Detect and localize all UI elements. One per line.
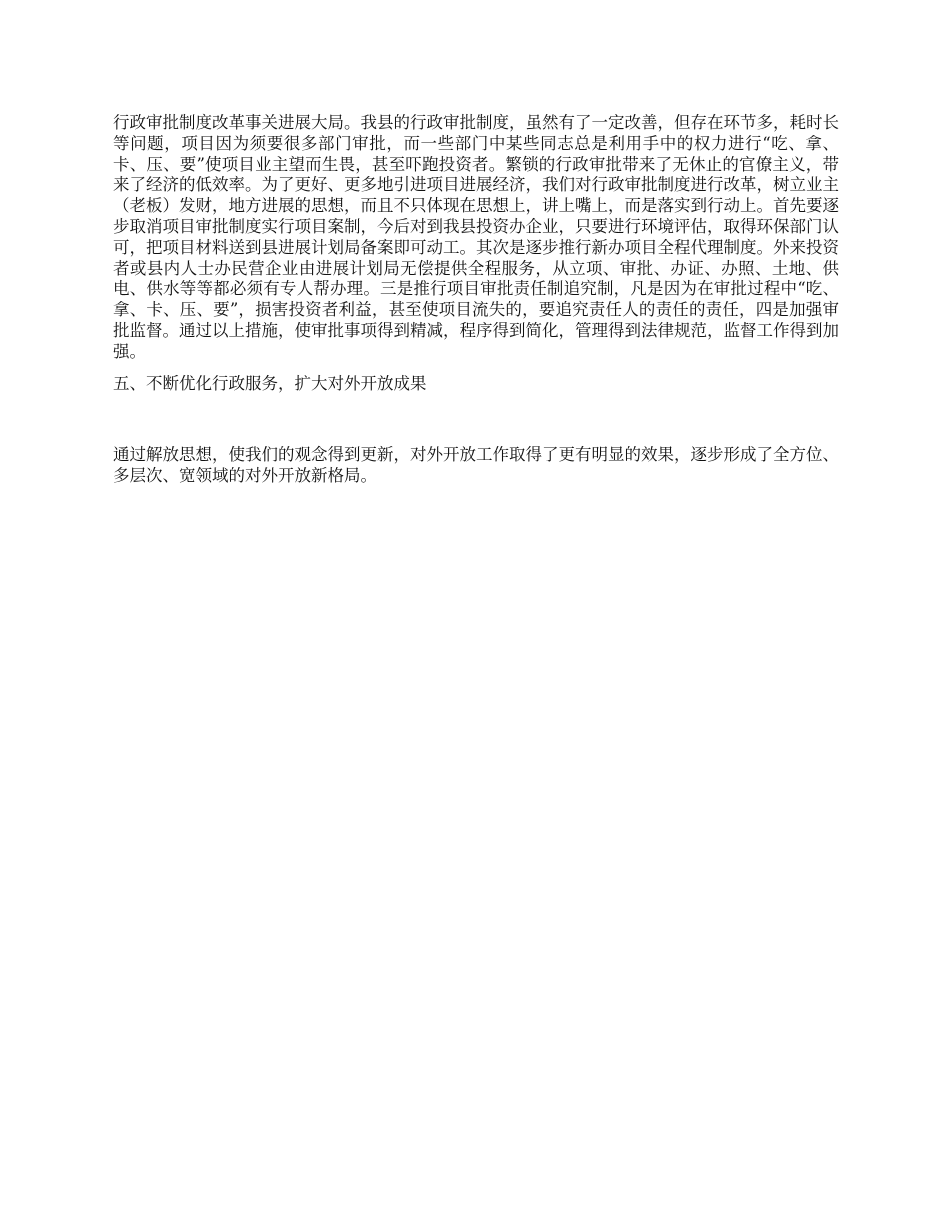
document-body [113, 113, 839, 487]
body-paragraph-administrative-reform: 行政审批制度改革事关进展大局。我县的行政审批制度，虽然有了一定改善，但存在环节多，耗时长等问题，项目因为须要很多部门审批，而一些部门中某些同志总是利用手中的权力进行“吃、拿、卡、压、要”使项目业主望而生畏，甚至吓跑投资者。繁锁的行政审批带来了无休止的官僚主义，带来了经济的低效率。为了更好、更多地引进项目进展经济，我们对行政审批制度进行改革，树立业主（老板）发财，地方进展的思想，而且不只体现在思想上，讲上嘴上，而是落实到行动上。首先要逐步取消项目审批制度实行项目案制，今后对到我县投资办企业，只要进行环境评估，取得环保部门认可，把项目材料送到县进展计划局备案即可动工。其次是逐步推行新办项目全程代理制度。外来投资者或县内人士办民营企业由进展计划局无偿提供全程服务，从立项、审批、办证、办照、土地、供电、供水等等都必须有专人帮办理。三是推行项目审批责任制追究制，凡是因为在审批过程中“吃、拿、卡、压、要”，损害投资者利益，甚至使项目流失的，要追究责任人的责任的责任，四是加强审批监督。通过以上措施，使审批事项得到精减，程序得到简化，管理得到法律规范，监督工作得到加强。 [113, 113, 839, 361]
section-heading-five: 五、不断优化行政服务，扩大对外开放成果 [113, 373, 427, 393]
body-paragraph-opening-up: 通过解放思想，使我们的观念得到更新，对外开放工作取得了更有明显的效果，逐步形成了全方位、多层次、宽领域的对外开放新格局。 [113, 445, 839, 486]
